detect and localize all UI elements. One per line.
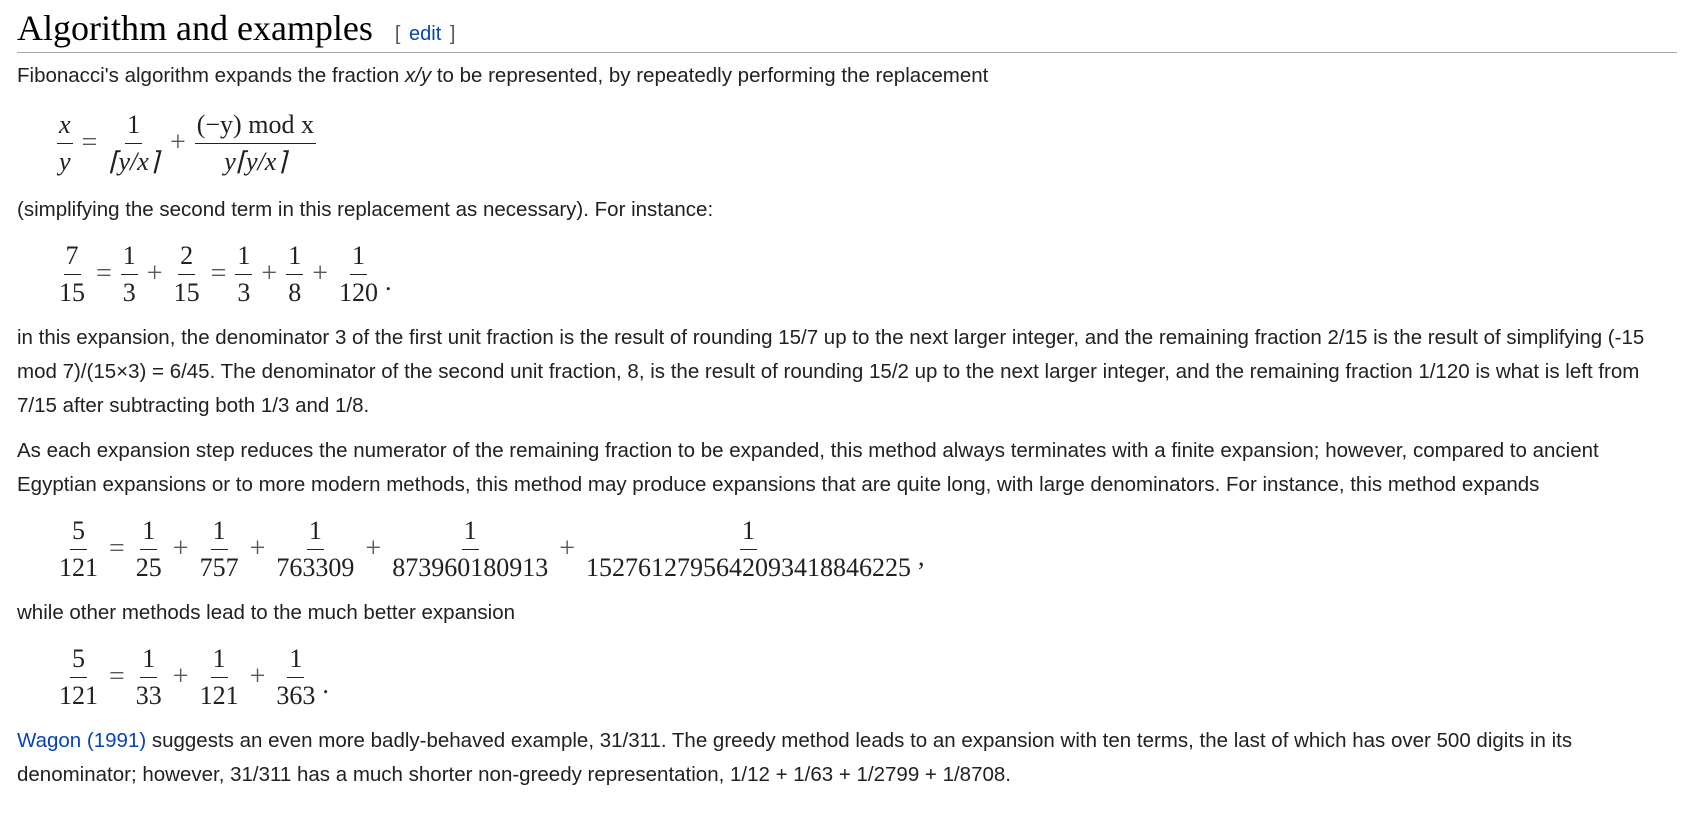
formula-replacement bbox=[54, 93, 1677, 193]
fraction bbox=[195, 516, 244, 583]
fraction-numerator: 1 bbox=[286, 241, 303, 275]
wagon-citation-link[interactable]: Wagon (1991) bbox=[17, 729, 147, 752]
plus-sign: + bbox=[312, 258, 328, 289]
fraction bbox=[581, 516, 916, 583]
article-section bbox=[0, 6, 1677, 792]
fraction-denominator: y bbox=[59, 146, 71, 176]
fraction-unit-term bbox=[103, 110, 164, 177]
fraction bbox=[271, 516, 359, 583]
terminates-paragraph: As each expansion step reduces the numerator of the remaining fraction to be expanded, this method always terminates with a finite expansion; however, compared to ancient Egyptian expansions or to more modern methods, this method may produce expansions that are quite long, with large denominators. For instance, this method expands bbox=[17, 439, 1599, 496]
section-heading bbox=[17, 6, 1677, 53]
fraction-denominator: 8 bbox=[288, 277, 302, 307]
fraction-numerator: 1 bbox=[287, 644, 304, 678]
fraction-denominator: 15 bbox=[173, 277, 200, 307]
fraction-denominator: 873960180913 bbox=[392, 552, 549, 582]
formula-greedy-expansion bbox=[54, 502, 1677, 596]
fraction bbox=[54, 241, 90, 308]
fraction bbox=[232, 241, 255, 308]
fraction-numerator: 7 bbox=[64, 241, 81, 275]
fraction bbox=[334, 241, 383, 308]
intro-paragraph bbox=[17, 59, 1677, 93]
formula-period: . bbox=[384, 267, 392, 296]
fraction-denominator: 120 bbox=[338, 277, 378, 307]
section-title: Algorithm and examples bbox=[17, 8, 373, 48]
equals-sign: = bbox=[109, 533, 125, 564]
formula-seven-fifteenths bbox=[54, 227, 1677, 321]
fraction-denominator: 763309 bbox=[276, 552, 355, 582]
fraction-numerator: 1 bbox=[211, 644, 228, 678]
equals-sign: = bbox=[96, 258, 112, 289]
intro-text-after: to be represented, by repeatedly performing the replacement bbox=[431, 64, 989, 87]
plus-sign: + bbox=[172, 533, 189, 564]
fraction-numerator: 5 bbox=[70, 644, 87, 678]
edit-section bbox=[395, 23, 456, 46]
intro-variable: x/y bbox=[404, 64, 432, 87]
plus-sign: + bbox=[559, 533, 575, 564]
fraction bbox=[387, 516, 553, 583]
fraction-denominator: 121 bbox=[59, 680, 98, 710]
fraction-numerator: 1 bbox=[121, 241, 138, 275]
plus-sign: + bbox=[169, 127, 186, 158]
fraction-numerator: 1 bbox=[235, 241, 252, 275]
fraction bbox=[54, 516, 103, 583]
fraction bbox=[54, 644, 103, 711]
plus-sign: + bbox=[249, 661, 266, 692]
formula-comma: , bbox=[917, 542, 925, 571]
fraction-denominator: 15 bbox=[59, 277, 85, 307]
edit-bracket-close: ] bbox=[449, 23, 456, 45]
fraction-denominator: 121 bbox=[199, 680, 239, 710]
better-expansion-paragraph: while other methods lead to the much better expansion bbox=[17, 601, 515, 624]
fraction-numerator: 2 bbox=[178, 241, 195, 275]
fraction-denominator: 3 bbox=[237, 277, 251, 307]
fraction-numerator: 1 bbox=[462, 516, 479, 550]
plus-sign: + bbox=[365, 533, 382, 564]
fraction-denominator: 25 bbox=[135, 552, 162, 582]
fraction-x-over-y bbox=[54, 110, 76, 177]
expansion-paragraph: in this expansion, the denominator 3 of the first unit fraction is the result of rounding 15/7 up to the next larger integer, and the remaining fraction 2/15 is the result of simplifying (-15 mod 7)/(15×3) = 6/45. The denominator of the second unit fraction, 8, is the result of rounding 15/2 up to the next larger integer, and the remaining fraction 1/120 is what is left from 7/15 after subtracting both 1/3 and 1/8. bbox=[17, 326, 1645, 417]
edit-bracket-open: [ bbox=[394, 23, 401, 45]
plus-sign: + bbox=[172, 661, 189, 692]
fraction-numerator: 1 bbox=[140, 644, 157, 678]
fraction-remainder-term bbox=[192, 110, 319, 177]
plus-sign: + bbox=[249, 533, 266, 564]
fraction-numerator: 1 bbox=[307, 516, 324, 550]
formula-period: . bbox=[322, 670, 329, 699]
equals-sign: = bbox=[81, 127, 98, 158]
fraction-denominator: 121 bbox=[59, 552, 98, 582]
plus-sign: + bbox=[261, 258, 278, 289]
fraction-numerator: 1 bbox=[740, 516, 757, 550]
fraction-denominator: 3 bbox=[122, 277, 136, 307]
fraction-denominator: y⌈y/x⌉ bbox=[224, 146, 287, 176]
wagon-paragraph-text: suggests an even more badly-behaved example, 31/311. The greedy method leads to an expansion with ten terms, the last of which has over 500 digits in its denominator; however, 31/311 has a much shorter non-greedy representation, 1/12 + 1/63 + 1/2799 + 1/8708. bbox=[17, 729, 1573, 786]
equals-sign: = bbox=[210, 258, 227, 289]
intro-text-before: Fibonacci's algorithm expands the fraction bbox=[17, 64, 405, 87]
fraction bbox=[118, 241, 141, 308]
fraction-numerator: 1 bbox=[140, 516, 157, 550]
fraction-numerator: (−y) mod x bbox=[195, 110, 316, 144]
fraction-numerator: 1 bbox=[350, 241, 367, 275]
fraction-denominator: ⌈y/x⌉ bbox=[108, 146, 159, 176]
fraction bbox=[271, 644, 320, 711]
fraction bbox=[131, 516, 167, 583]
plus-sign: + bbox=[146, 258, 163, 289]
fraction bbox=[169, 241, 205, 308]
simplify-paragraph: (simplifying the second term in this replacement as necessary). For instance: bbox=[17, 198, 714, 221]
formula-better-expansion bbox=[54, 630, 1677, 724]
fraction-denominator: 33 bbox=[135, 680, 162, 710]
wagon-paragraph bbox=[17, 724, 1677, 792]
fraction-denominator: 363 bbox=[276, 680, 316, 710]
fraction-numerator: 5 bbox=[70, 516, 87, 550]
fraction-denominator: 757 bbox=[199, 552, 239, 582]
edit-link[interactable]: edit bbox=[409, 23, 442, 45]
fraction bbox=[283, 241, 306, 308]
fraction bbox=[195, 644, 244, 711]
fraction-numerator: 1 bbox=[211, 516, 228, 550]
fraction bbox=[131, 644, 167, 711]
equals-sign: = bbox=[109, 661, 125, 692]
fraction-numerator: 1 bbox=[125, 110, 142, 144]
fraction-numerator: x bbox=[57, 110, 73, 144]
fraction-denominator: 1527612795642093418846225 bbox=[585, 552, 911, 582]
